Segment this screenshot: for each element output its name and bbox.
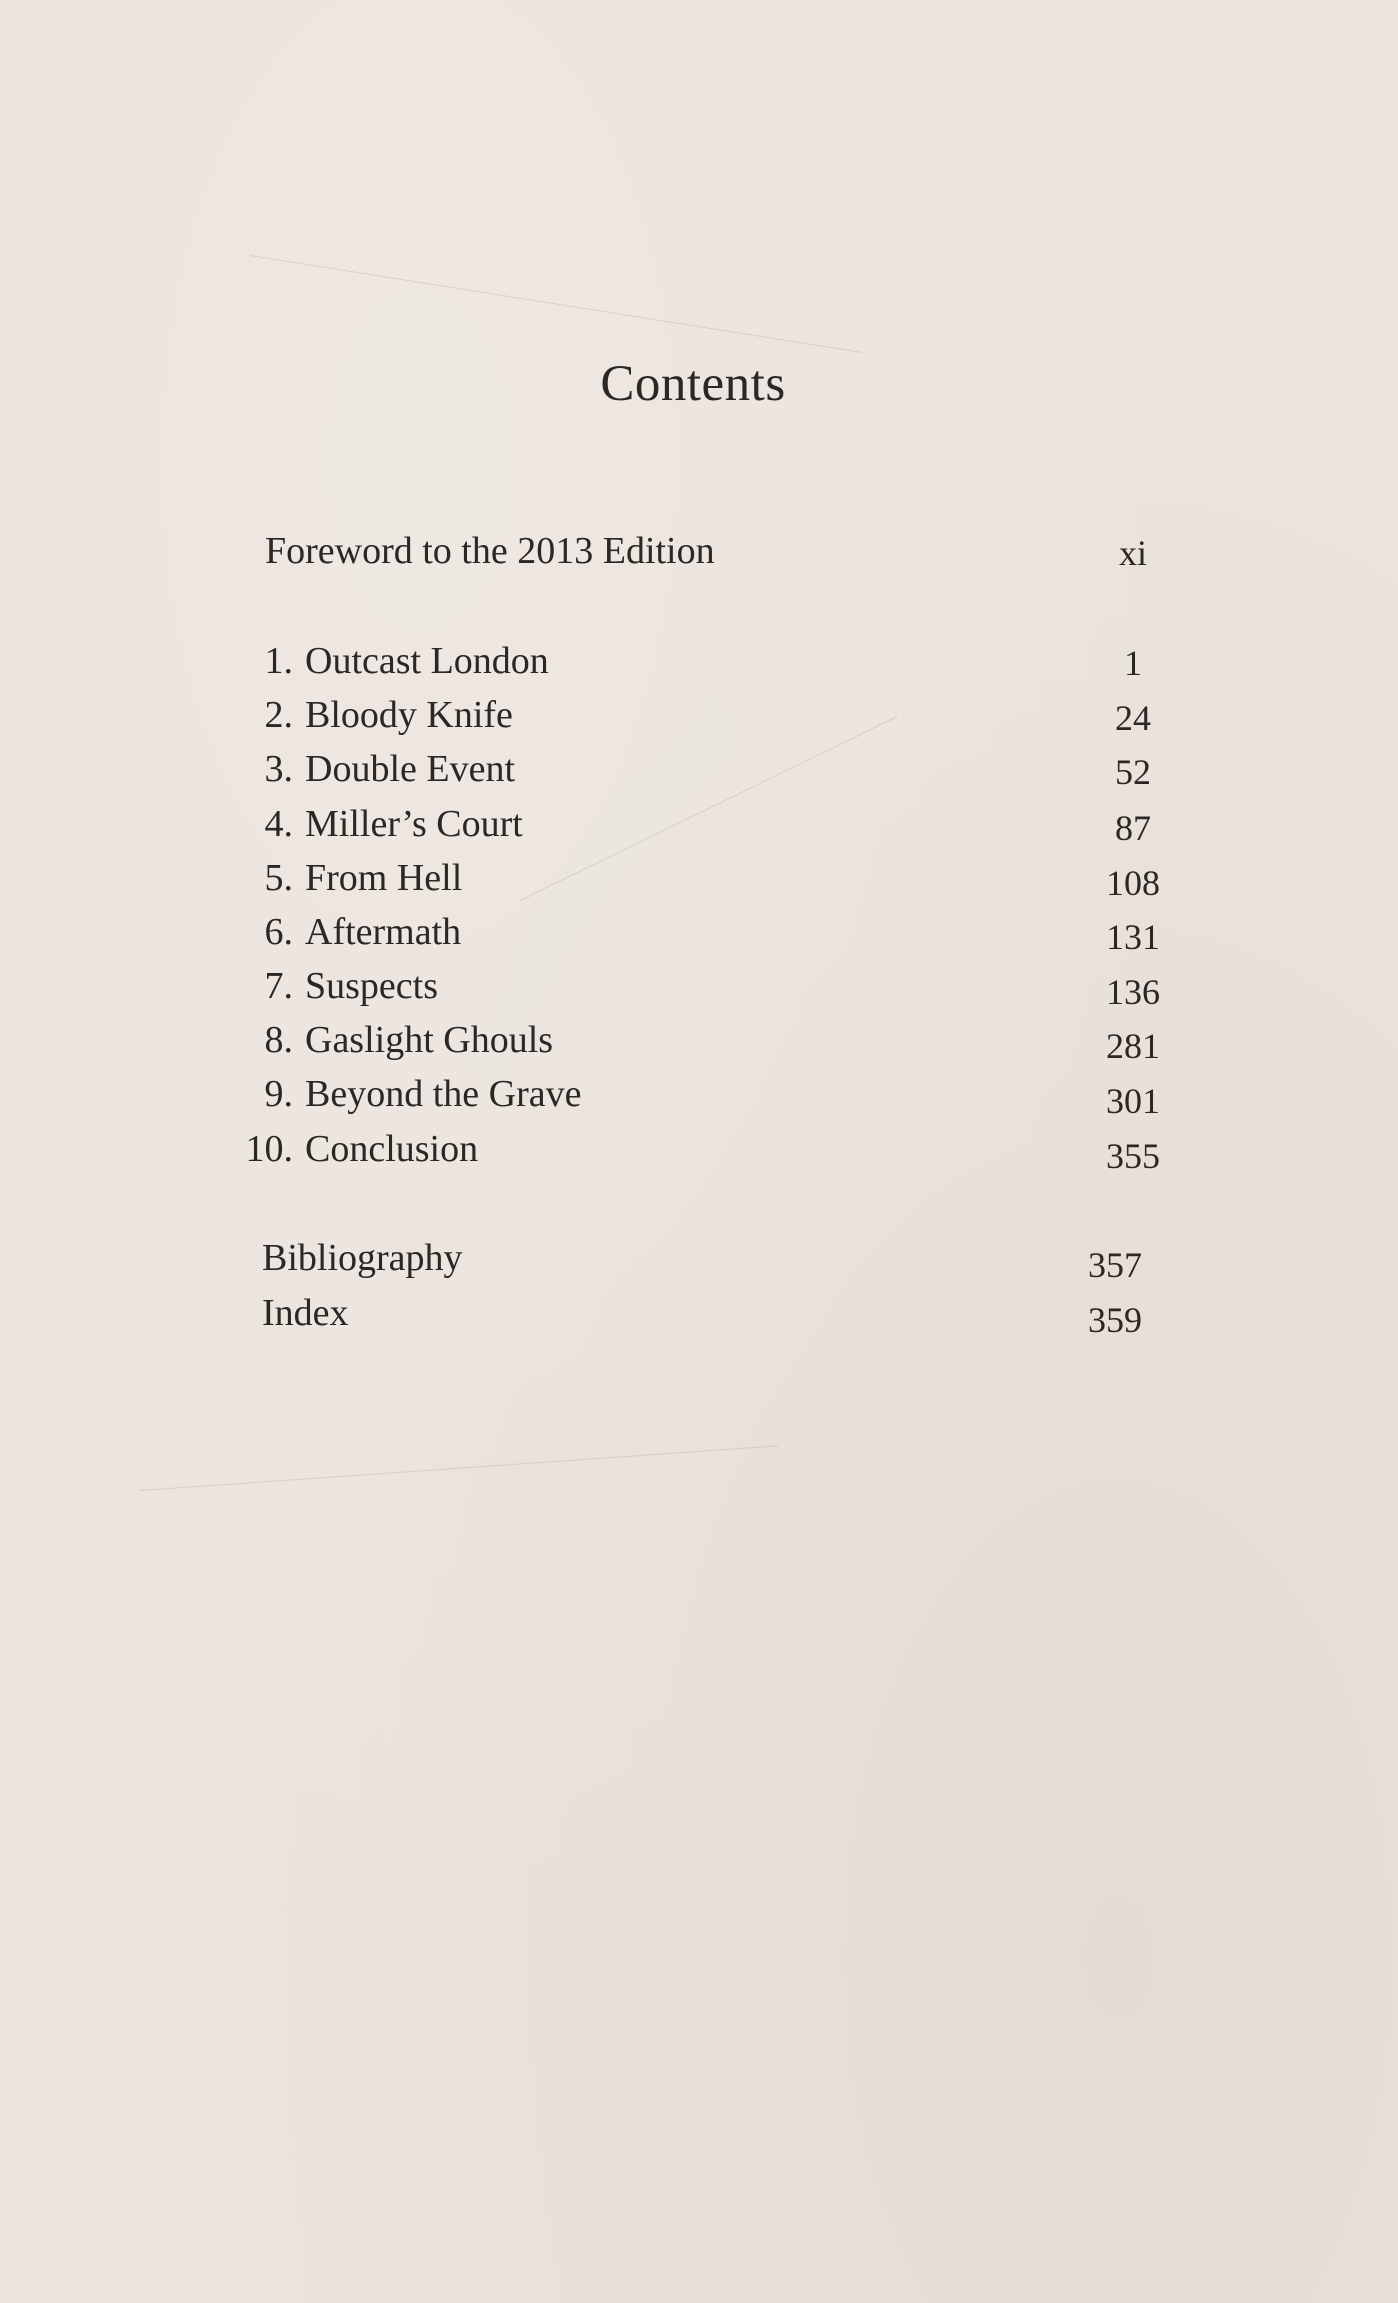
- chapter-number: 3.: [264, 748, 293, 790]
- toc-entry-bibliography: [262, 1239, 463, 1277]
- toc-page-number: 359: [1088, 1300, 1142, 1340]
- chapter-number: 7.: [264, 965, 293, 1007]
- toc-entry-chapter: [264, 1073, 582, 1115]
- toc-page-number: 52: [1115, 752, 1151, 792]
- toc-page-number: 87: [1115, 808, 1151, 848]
- chapter-number: 2.: [264, 694, 293, 736]
- toc-page-number: 357: [1088, 1245, 1142, 1285]
- chapter-title: Bloody Knife: [305, 694, 513, 736]
- chapter-title: Double Event: [305, 748, 516, 790]
- toc-entry-foreword: [265, 532, 715, 570]
- toc-page-number: 24: [1115, 698, 1151, 738]
- toc-entry-chapter: [264, 1019, 554, 1061]
- chapter-title: From Hell: [305, 857, 463, 899]
- chapter-title: Outcast London: [305, 640, 549, 682]
- chapter-number: 5.: [264, 857, 293, 899]
- toc-entry-chapter: [264, 857, 463, 899]
- toc-page-number: 281: [1106, 1026, 1160, 1066]
- paper-crease: [140, 1445, 779, 1491]
- chapter-title: Beyond the Grave: [305, 1073, 582, 1115]
- toc-page-number: xi: [1118, 533, 1148, 573]
- paper-crease: [250, 255, 863, 353]
- toc-entry-index: [262, 1294, 349, 1332]
- chapter-number: 9.: [264, 1073, 293, 1115]
- toc-entry-chapter: [264, 911, 462, 953]
- paper-crease: [520, 716, 898, 901]
- toc-entry-chapter: [264, 748, 516, 790]
- toc-page-number: 108: [1106, 863, 1160, 903]
- toc-entry-label: Foreword to the 2013 Edition: [265, 530, 715, 572]
- chapter-number: 10.: [245, 1128, 293, 1170]
- toc-entry-chapter: [264, 803, 523, 845]
- toc-entry-chapter: [245, 1128, 479, 1170]
- page-title: Contents: [600, 356, 786, 412]
- chapter-title: Suspects: [305, 965, 438, 1007]
- chapter-title: Miller’s Court: [305, 803, 523, 845]
- toc-entry-chapter: [264, 640, 549, 682]
- toc-page-number: 301: [1106, 1081, 1160, 1121]
- toc-page-number: 136: [1106, 972, 1160, 1012]
- chapter-title: Gaslight Ghouls: [305, 1019, 554, 1061]
- toc-page-number: 355: [1106, 1136, 1160, 1176]
- chapter-number: 8.: [264, 1019, 293, 1061]
- toc-entry-chapter: [264, 694, 513, 736]
- chapter-number: 1.: [264, 640, 293, 682]
- chapter-number: 6.: [264, 911, 293, 953]
- toc-entry-label: Index: [262, 1292, 349, 1334]
- toc-page-number: 131: [1106, 917, 1160, 957]
- chapter-title: Aftermath: [305, 911, 462, 953]
- toc-entry-chapter: [264, 965, 438, 1007]
- toc-page-number: 1: [1124, 643, 1142, 683]
- toc-entry-label: Bibliography: [262, 1237, 463, 1279]
- chapter-title: Conclusion: [305, 1128, 479, 1170]
- chapter-number: 4.: [264, 803, 293, 845]
